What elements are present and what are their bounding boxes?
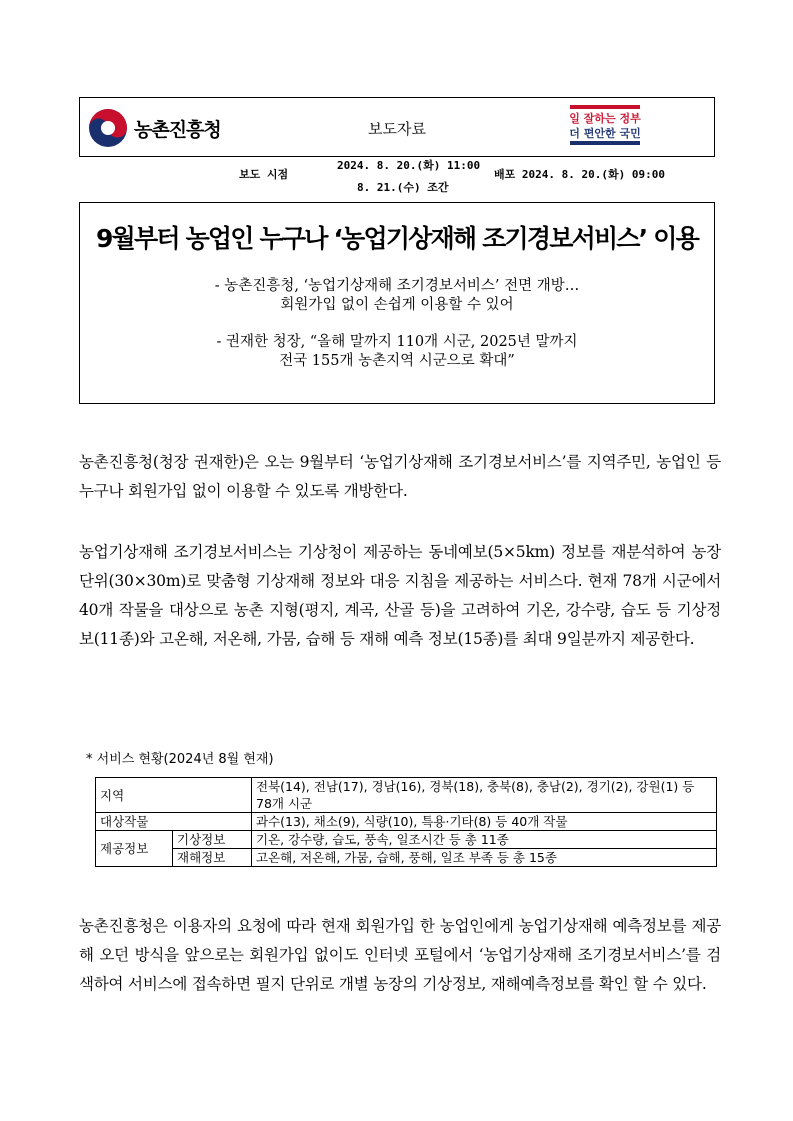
doc-type: 보도자료 [368, 120, 426, 138]
headline-title: 9월부터 농업인 누구나 ‘농업기상재해 조기경보서비스’ 이용 [96, 224, 698, 253]
headline-box [79, 202, 715, 404]
subheadline-2 [80, 333, 714, 371]
info-label: 제공정보 [96, 831, 173, 867]
distribution-time: 배포 2024. 8. 20.(화) 09:00 [494, 168, 665, 181]
body-paragraph-1: 농촌진흥청(청장 권재한)은 오는 9월부터 ‘농업기상재해 조기경보서비스’를 지역주민, 농업인 등 누구나 회원가입 없이 이용할 수 있도록 개방한다. [79, 453, 721, 500]
table-row [96, 813, 717, 831]
disaster-label: 재해정보 [173, 849, 252, 867]
region-label: 지역 [96, 778, 252, 813]
disaster-value: 고온해, 저온해, 가뭄, 습해, 풍해, 일조 부족 등 총 15종 [252, 849, 717, 867]
service-status-title: * 서비스 현황(2024년 8월 현재) [86, 752, 274, 767]
slogan-line1: 일 잘하는 정부 [569, 112, 641, 125]
subheadline-2-line2: 전국 155개 농촌지역 시군으로 확대” [279, 353, 515, 369]
body-paragraph-3: 농촌진흥청은 이용자의 요청에 따라 현재 회원가입 한 농업인에게 농업기상재해 예측정보를 제공해 오던 방식을 앞으로는 회원가입 없이도 인터넷 포털에서 ‘농업기상재해 조기경보서비스’를 검색하여 서비스에 접속하면 필지 단위로 개별 농장의 기상정보, 재해예측정보를 확인 할 수 있다. [79, 917, 721, 993]
crops-value: 과수(13), 채소(9), 식량(10), 특용·기타(8) 등 40개 작물 [252, 813, 717, 831]
crops-label: 대상작물 [96, 813, 252, 831]
weather-label: 기상정보 [173, 831, 252, 849]
subheadline-1 [80, 277, 714, 315]
subheadline-1-line1: - 농촌진흥청, ‘농업기상재해 조기경보서비스’ 전면 개방… [214, 278, 580, 294]
body-paragraph-2: 농업기상재해 조기경보서비스는 기상청이 제공하는 동네예보(5×5km) 정보를 재분석하여 농장 단위(30×30m)로 맞춤형 기상재해 정보와 대응 지침을 제공하는 서비스다. 현재 78개 시군에서 40개 작물을 대상으로 농촌 지형(평지, 계곡, 산골 등)을 고려하여 기온, 강수량, 습도 등 기상정보(11종)와 고온해, 저온해, 가뭄, 습해 등 재해 예측 정보(15종)를 최대 9일분까지 제공한다. [79, 543, 721, 648]
subheadline-1-line2: 회원가입 없이 손쉽게 이용할 수 있어 [280, 297, 514, 313]
region-value: 전북(14), 전남(17), 경남(16), 경북(18), 충북(8), 충남(2), 경기(2), 강원(1) 등 78개 시군 [252, 778, 717, 813]
table-row [96, 778, 717, 813]
release-time-2: 8. 21.(수) 조간 [357, 181, 449, 194]
release-info [79, 157, 715, 197]
org-name: 농촌진흥청 [134, 118, 221, 141]
subheadline-2-line1: - 권재한 청장, “올해 말까지 110개 시군, 2025년 말까지 [216, 334, 578, 350]
table-row [96, 831, 717, 849]
weather-value: 기온, 강수량, 습도, 풍속, 일조시간 등 총 11종 [252, 831, 717, 849]
service-status-table [95, 777, 717, 867]
release-label: 보도 시점 [239, 168, 289, 181]
header-box [79, 97, 715, 157]
slogan-line2: 더 편안한 국민 [569, 127, 641, 140]
release-time-1: 2024. 8. 20.(화) 11:00 [337, 159, 481, 172]
slogan-badge [562, 105, 648, 151]
table-row [96, 849, 717, 867]
